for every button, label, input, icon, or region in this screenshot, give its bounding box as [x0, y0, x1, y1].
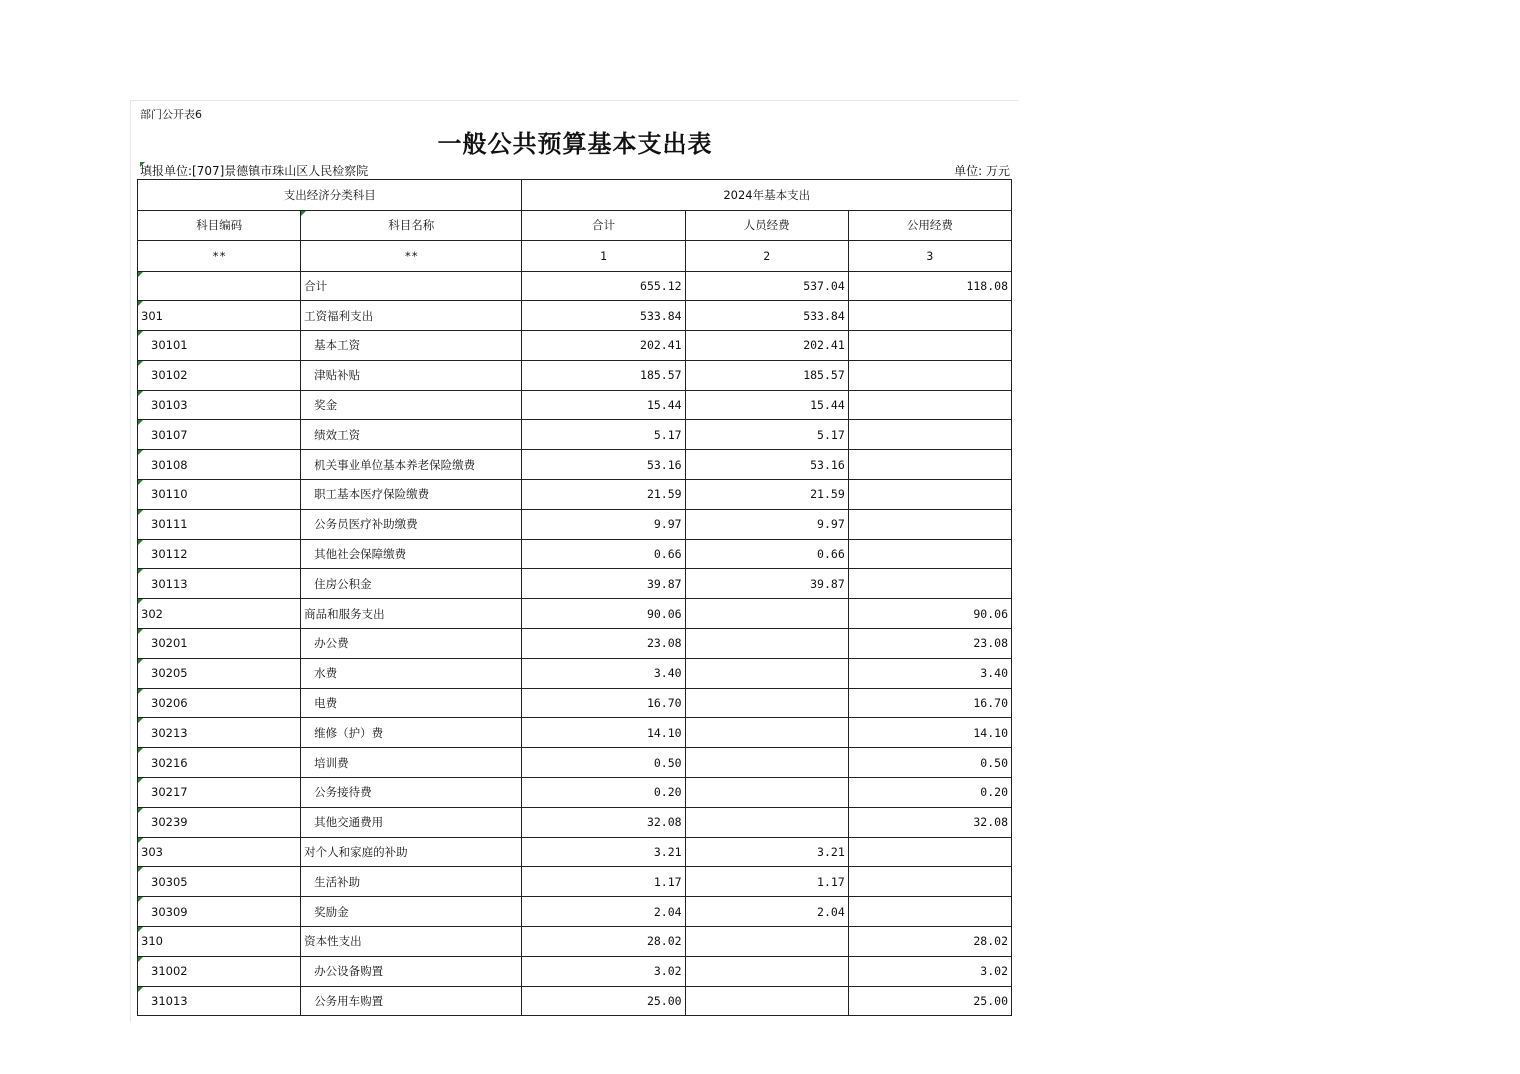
personnel-cell: 0.66: [685, 539, 848, 569]
code-cell: 30216: [138, 748, 301, 778]
total-cell: 5.17: [522, 420, 685, 450]
code-cell: 30108: [138, 450, 301, 480]
total-cell: 90.06: [522, 599, 685, 629]
budget-table: [137, 179, 1012, 1016]
code-cell: 301: [138, 301, 301, 331]
total-cell: 25.00: [522, 986, 685, 1016]
code-cell: 30217: [138, 778, 301, 808]
category-group-header: 支出经济分类科目: [138, 180, 522, 211]
personnel-cell: 202.41: [685, 331, 848, 361]
personnel-cell: [685, 807, 848, 837]
table-row: [138, 956, 1012, 986]
public-cell: [848, 539, 1011, 569]
reporting-unit: 填报单位:[707]景德镇市珠山区人民检察院: [140, 164, 369, 178]
personnel-cell: [685, 629, 848, 659]
personnel-cell: 5.17: [685, 420, 848, 450]
public-cell: [848, 450, 1011, 480]
code-cell: 31013: [138, 986, 301, 1016]
code-cell: 31002: [138, 956, 301, 986]
index-cell: **: [138, 241, 301, 272]
table-row: [138, 420, 1012, 450]
table-row: [138, 509, 1012, 539]
personnel-cell: 21.59: [685, 480, 848, 510]
personnel-column-header: 人员经费: [685, 210, 848, 241]
code-cell: 30101: [138, 331, 301, 361]
code-cell: 30309: [138, 897, 301, 927]
personnel-cell: [685, 748, 848, 778]
table-row: [138, 897, 1012, 927]
code-cell: 303: [138, 837, 301, 867]
public-cell: [848, 569, 1011, 599]
code-column-header: 科目编码: [138, 210, 301, 241]
name-cell: 合计: [301, 271, 522, 301]
public-cell: [848, 480, 1011, 510]
personnel-cell: 537.04: [685, 271, 848, 301]
currency-unit: 单位: 万元: [954, 164, 1010, 178]
public-cell: [848, 509, 1011, 539]
personnel-cell: 9.97: [685, 509, 848, 539]
code-cell: 30239: [138, 807, 301, 837]
public-cell: 90.06: [848, 599, 1011, 629]
index-cell: **: [301, 241, 522, 272]
public-cell: 118.08: [848, 271, 1011, 301]
table-row: [138, 569, 1012, 599]
code-cell: 30102: [138, 360, 301, 390]
name-cell: 公务员医疗补助缴费: [301, 509, 522, 539]
personnel-cell: [685, 778, 848, 808]
personnel-cell: 15.44: [685, 390, 848, 420]
code-cell: [138, 271, 301, 301]
code-cell: 30110: [138, 480, 301, 510]
code-cell: 302: [138, 599, 301, 629]
public-cell: [848, 360, 1011, 390]
total-cell: 2.04: [522, 897, 685, 927]
personnel-cell: 39.87: [685, 569, 848, 599]
index-cell: 1: [522, 241, 685, 272]
table-row: [138, 480, 1012, 510]
name-cell: 办公费: [301, 629, 522, 659]
name-cell: 培训费: [301, 748, 522, 778]
table-row: [138, 867, 1012, 897]
total-cell: 14.10: [522, 718, 685, 748]
public-cell: 14.10: [848, 718, 1011, 748]
name-cell: 机关事业单位基本养老保险缴费: [301, 450, 522, 480]
public-cell: 16.70: [848, 688, 1011, 718]
code-cell: 30111: [138, 509, 301, 539]
code-cell: 30201: [138, 629, 301, 659]
personnel-cell: 53.16: [685, 450, 848, 480]
total-cell: 655.12: [522, 271, 685, 301]
code-cell: 30103: [138, 390, 301, 420]
group-header-row: [138, 180, 1012, 211]
total-cell: 32.08: [522, 807, 685, 837]
personnel-cell: 185.57: [685, 360, 848, 390]
public-cell: [848, 897, 1011, 927]
personnel-cell: 1.17: [685, 867, 848, 897]
name-cell: 津贴补贴: [301, 360, 522, 390]
total-cell: 3.40: [522, 658, 685, 688]
table-row: [138, 718, 1012, 748]
page-border: [130, 100, 131, 1022]
table-row: [138, 658, 1012, 688]
name-cell: 其他交通费用: [301, 807, 522, 837]
name-cell: 基本工资: [301, 331, 522, 361]
page-title: 一般公共预算基本支出表: [437, 129, 713, 158]
public-cell: [848, 867, 1011, 897]
index-cell: 3: [848, 241, 1011, 272]
total-cell: 21.59: [522, 480, 685, 510]
total-cell: 15.44: [522, 390, 685, 420]
name-cell: 工资福利支出: [301, 301, 522, 331]
code-cell: 30305: [138, 867, 301, 897]
public-cell: 32.08: [848, 807, 1011, 837]
public-cell: [848, 301, 1011, 331]
code-cell: 30205: [138, 658, 301, 688]
public-cell: [848, 331, 1011, 361]
personnel-cell: [685, 658, 848, 688]
table-row: [138, 986, 1012, 1016]
column-header-row: [138, 210, 1012, 241]
total-cell: 0.50: [522, 748, 685, 778]
table-row: [138, 807, 1012, 837]
form-tag: 部门公开表6: [140, 108, 202, 121]
table-row: [138, 450, 1012, 480]
name-cell: 办公设备购置: [301, 956, 522, 986]
name-cell: 住房公积金: [301, 569, 522, 599]
table-row: [138, 927, 1012, 957]
code-cell: 30107: [138, 420, 301, 450]
index-cell: 2: [685, 241, 848, 272]
personnel-cell: [685, 688, 848, 718]
public-cell: 25.00: [848, 986, 1011, 1016]
table-row: [138, 837, 1012, 867]
index-row: [138, 241, 1012, 272]
public-cell: 28.02: [848, 927, 1011, 957]
total-cell: 533.84: [522, 301, 685, 331]
code-cell: 30213: [138, 718, 301, 748]
total-cell: 1.17: [522, 867, 685, 897]
public-cell: 0.50: [848, 748, 1011, 778]
code-cell: 310: [138, 927, 301, 957]
table-row: [138, 360, 1012, 390]
total-cell: 202.41: [522, 331, 685, 361]
budget-group-header: 2024年基本支出: [522, 180, 1012, 211]
table-row: [138, 629, 1012, 659]
table-row: [138, 271, 1012, 301]
personnel-cell: 2.04: [685, 897, 848, 927]
name-cell: 公务接待费: [301, 778, 522, 808]
name-cell: 绩效工资: [301, 420, 522, 450]
personnel-cell: 3.21: [685, 837, 848, 867]
public-cell: 3.40: [848, 658, 1011, 688]
total-cell: 53.16: [522, 450, 685, 480]
total-cell: 0.66: [522, 539, 685, 569]
public-cell: [848, 390, 1011, 420]
name-cell: 奖金: [301, 390, 522, 420]
public-cell: [848, 837, 1011, 867]
total-cell: 185.57: [522, 360, 685, 390]
public-cell: 3.02: [848, 956, 1011, 986]
name-cell: 奖励金: [301, 897, 522, 927]
name-cell: 资本性支出: [301, 927, 522, 957]
total-cell: 39.87: [522, 569, 685, 599]
code-cell: 30206: [138, 688, 301, 718]
public-column-header: 公用经费: [848, 210, 1011, 241]
personnel-cell: [685, 718, 848, 748]
table-row: [138, 688, 1012, 718]
total-cell: 3.02: [522, 956, 685, 986]
name-cell: 商品和服务支出: [301, 599, 522, 629]
total-cell: 0.20: [522, 778, 685, 808]
table-row: [138, 539, 1012, 569]
total-cell: 28.02: [522, 927, 685, 957]
table-row: [138, 748, 1012, 778]
total-column-header: 合计: [522, 210, 685, 241]
total-cell: 3.21: [522, 837, 685, 867]
public-cell: 0.20: [848, 778, 1011, 808]
personnel-cell: [685, 986, 848, 1016]
name-cell: 水费: [301, 658, 522, 688]
name-cell: 生活补助: [301, 867, 522, 897]
total-cell: 9.97: [522, 509, 685, 539]
public-cell: [848, 420, 1011, 450]
name-column-header: 科目名称: [301, 210, 522, 241]
personnel-cell: 533.84: [685, 301, 848, 331]
name-cell: 对个人和家庭的补助: [301, 837, 522, 867]
name-cell: 职工基本医疗保险缴费: [301, 480, 522, 510]
personnel-cell: [685, 599, 848, 629]
code-cell: 30113: [138, 569, 301, 599]
total-cell: 16.70: [522, 688, 685, 718]
personnel-cell: [685, 956, 848, 986]
table-row: [138, 778, 1012, 808]
total-cell: 23.08: [522, 629, 685, 659]
table-row: [138, 331, 1012, 361]
code-cell: 30112: [138, 539, 301, 569]
personnel-cell: [685, 927, 848, 957]
table-row: [138, 599, 1012, 629]
name-cell: 电费: [301, 688, 522, 718]
table-row: [138, 301, 1012, 331]
public-cell: 23.08: [848, 629, 1011, 659]
name-cell: 其他社会保障缴费: [301, 539, 522, 569]
table-row: [138, 390, 1012, 420]
name-cell: 公务用车购置: [301, 986, 522, 1016]
name-cell: 维修（护）费: [301, 718, 522, 748]
